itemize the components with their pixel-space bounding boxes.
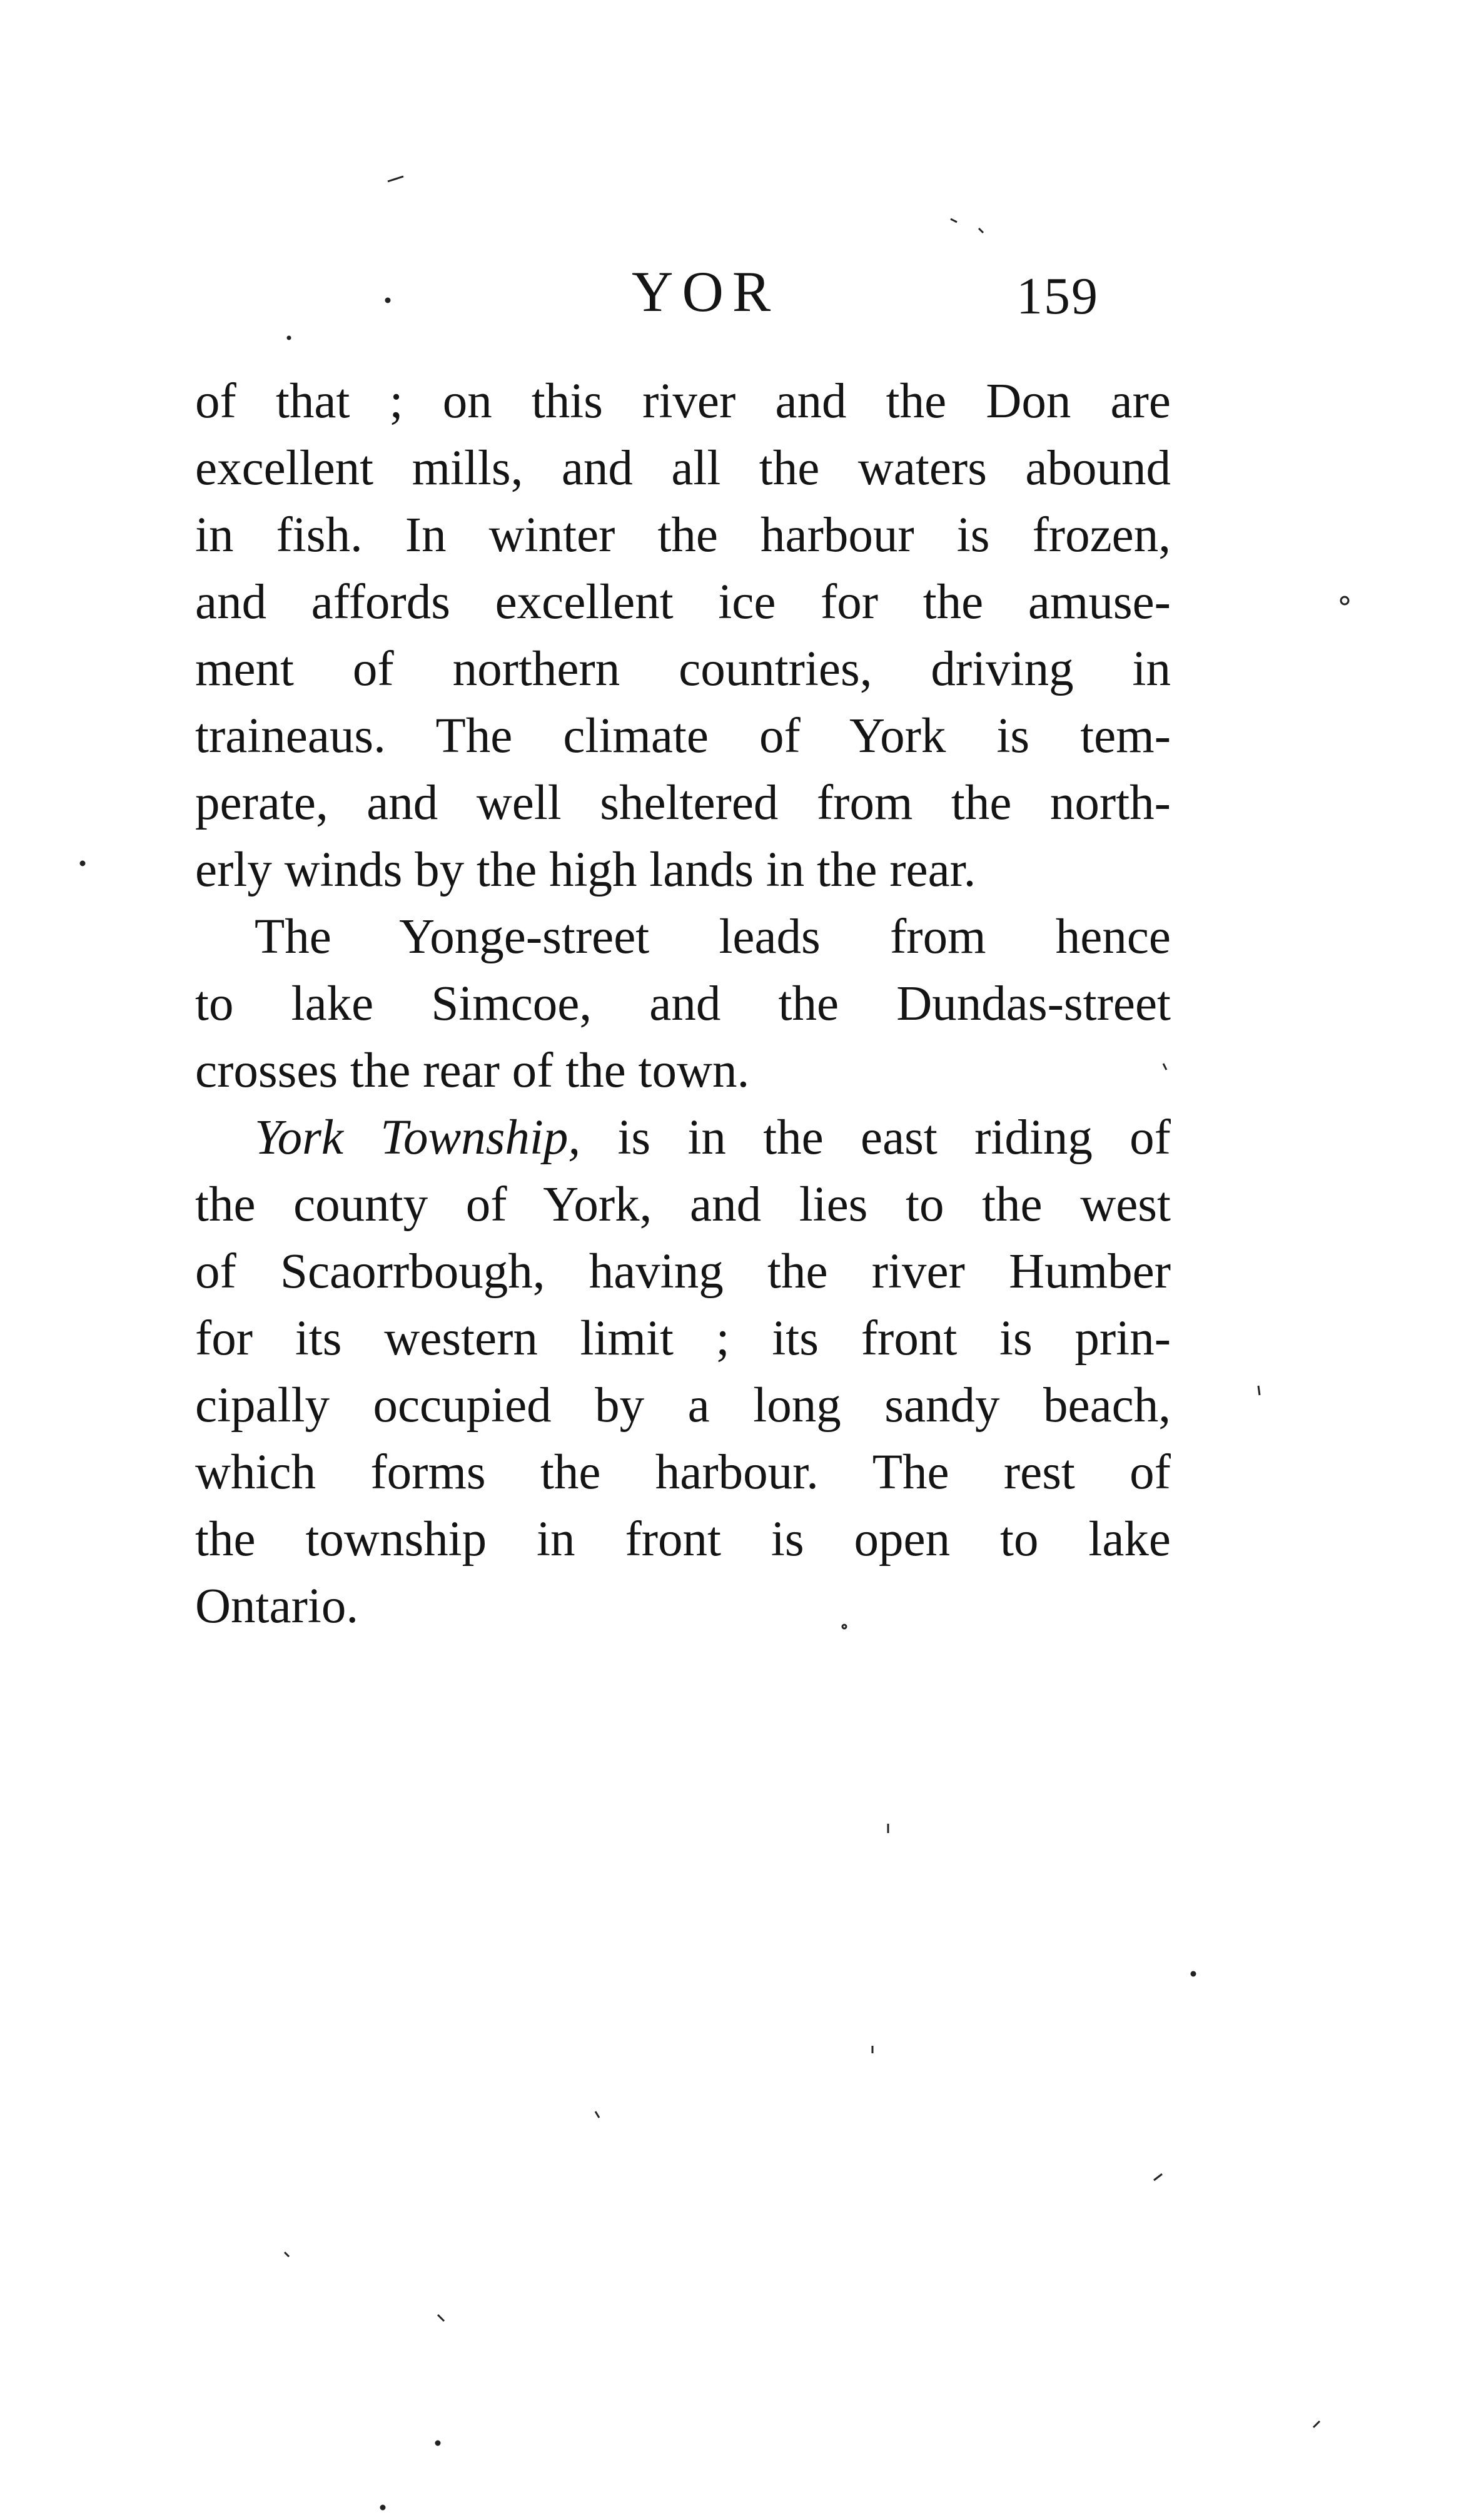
running-head — [0, 260, 1481, 338]
text-line: The Yonge-street leads from hence — [255, 910, 1171, 964]
text-run: is in the east riding of — [580, 1110, 1171, 1165]
text-line: and affords excellent ice for the amuse- — [195, 575, 1171, 629]
text-line: which forms the harbour. The rest of — [195, 1445, 1171, 1500]
running-title: YOR — [632, 260, 780, 323]
page-number: 159 — [1016, 267, 1099, 325]
text-line: to lake Simcoe, and the Dundas-street — [195, 977, 1171, 1031]
text-line: of that ; on this river and the Don are — [195, 374, 1171, 429]
italic-term: York Township, — [255, 1110, 581, 1165]
text-line: cipally occupied by a long sandy beach, — [195, 1378, 1171, 1433]
text-line: for its western limit ; its front is prin- — [195, 1311, 1171, 1366]
text-line: in fish. In winter the harbour is frozen, — [195, 508, 1171, 562]
text-line: perate, and well sheltered from the north- — [195, 776, 1171, 830]
text-line: crosses the rear of the town. — [195, 1044, 750, 1098]
text-line: the county of York, and lies to the west — [195, 1177, 1171, 1232]
text-line: ment of northern countries, driving in — [195, 642, 1171, 696]
text-line: the township in front is open to lake — [195, 1512, 1171, 1567]
text-line: excellent mills, and all the waters abound — [195, 441, 1171, 495]
body-text — [195, 368, 1171, 1640]
text-line: Ontario. — [195, 1579, 359, 1633]
text-line: traineaus. The climate of York is tem- — [195, 709, 1171, 763]
text-line: of Scaorrbough, having the river Humber — [195, 1244, 1171, 1299]
text-line: erly winds by the high lands in the rear. — [195, 843, 976, 897]
text-line — [195, 1104, 1171, 1171]
